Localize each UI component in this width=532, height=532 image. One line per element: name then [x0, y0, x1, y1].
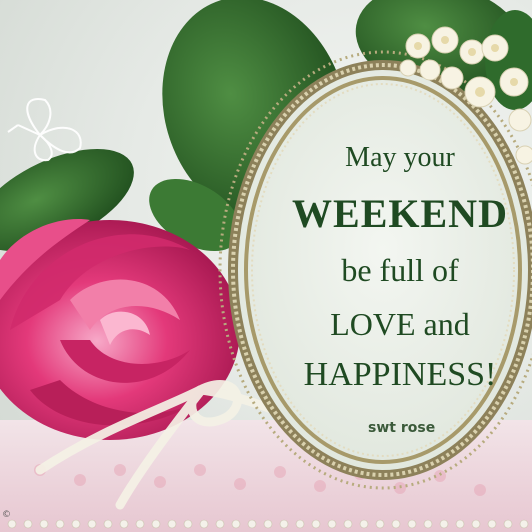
copyright-mark: © [2, 510, 11, 520]
pink-rose [0, 219, 240, 440]
butterfly-icon [8, 99, 81, 160]
artist-credit: swt rose [368, 420, 436, 436]
message-line-3: be full of [341, 252, 459, 288]
message-line-2: WEEKEND [292, 191, 508, 236]
message-line-4: LOVE and [330, 306, 470, 342]
message-line-1: May your [345, 142, 455, 173]
message-line-5: HAPPINESS! [303, 356, 497, 393]
